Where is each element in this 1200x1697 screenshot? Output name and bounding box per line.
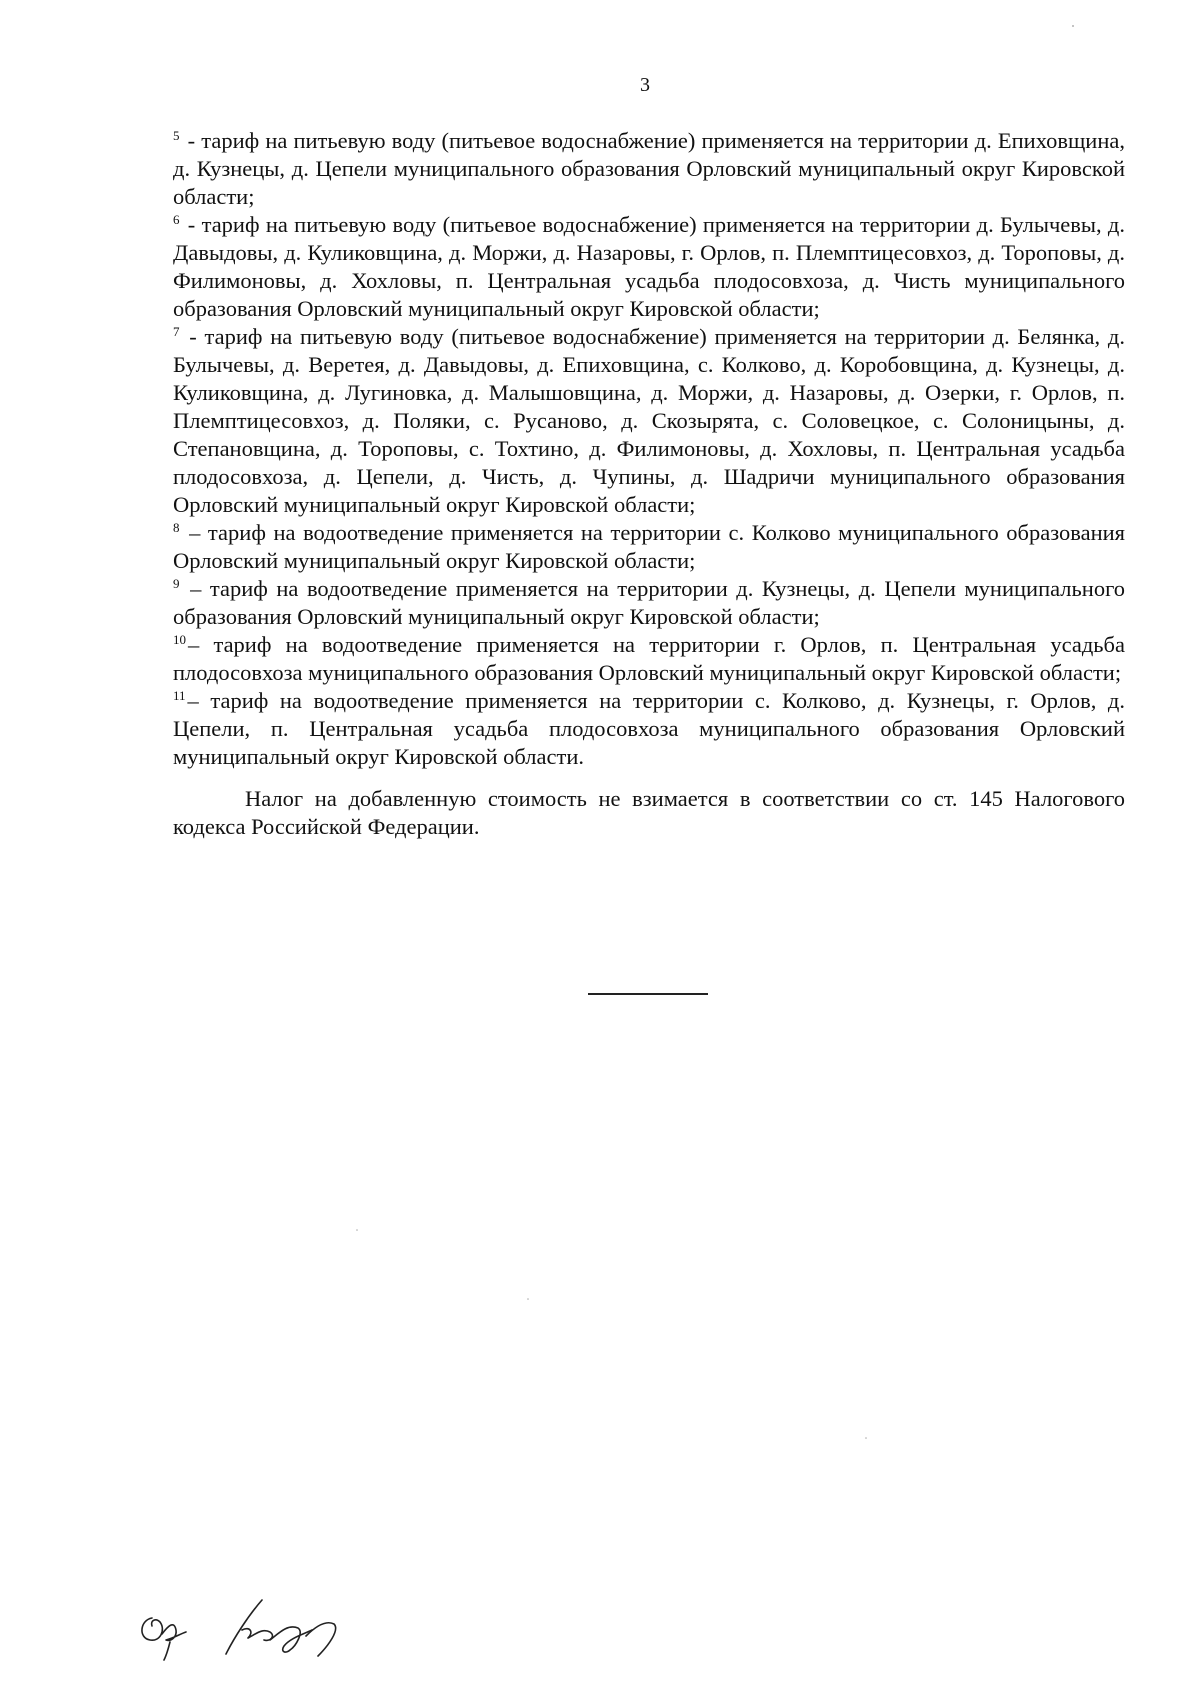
footnote-marker: 11 bbox=[173, 688, 186, 703]
page-number: 3 bbox=[640, 74, 650, 96]
footnote-marker: 9 bbox=[173, 576, 180, 591]
footnote-text: – тариф на водоотведение применяется на территории с. Колково муниципального образования Орловский муниципальный округ Кировской области; bbox=[173, 520, 1125, 573]
footnote-text: - тариф на питьевую воду (питьевое водоснабжение) применяется на территории д. Белянка, д. Булычевы, д. Веретея, д. Давыдовы, д. Епиховщина, с. Колково, д. Коробовщина, д. Кузнецы, д. Куликовщина, д. Лугиновка, д. Малышовщина, д. Моржи, д. Назаровы, д. Озерки, г. Орлов, п. Племптицесовхоз, д. Поляки, с. Русаново, д. Скозырята, с. Соловецкое, с. Солоницыны, д. Степановщина, д. Тороповы, с. Тохтино, д. Филимоновы, д. Хохловы, п. Центральная усадьба плодосовхоза, д. Цепели, д. Чисть, д. Чупины, д. Шадричи муниципального образования Орловский муниципальный округ Кировской области; bbox=[173, 324, 1125, 517]
footnote-marker: 7 bbox=[173, 324, 180, 339]
footnote-marker: 8 bbox=[173, 520, 180, 535]
footnote-text: - тариф на питьевую воду (питьевое водоснабжение) применяется на территории д. Епиховщина, д. Кузнецы, д. Цепели муниципального образования Орловский муниципальный округ Кировской области; bbox=[173, 128, 1126, 209]
footnote-marker: 5 bbox=[173, 128, 180, 143]
footnote-marker: 10 bbox=[173, 632, 186, 647]
footnote-marker: 6 bbox=[173, 212, 180, 227]
footnote-text: - тариф на питьевую воду (питьевое водоснабжение) применяется на территории д. Булычевы, д. Давыдовы, д. Куликовщина, д. Моржи, д. Назаровы, г. Орлов, п. Племптицесовхоз, д. Тороповы, д. Филимоновы, д. Хохловы, п. Центральная усадьба плодосовхоза, д. Чисть муниципального образования Орловский муниципальный округ Кировской области; bbox=[173, 212, 1125, 321]
footnote-text: – тариф на водоотведение применяется на территории с. Колково, д. Кузнецы, г. Орлов, д. Цепели, п. Центральная усадьба плодосовхоза муниципального образования Орловский муниципальный округ Кировской области. bbox=[173, 688, 1125, 769]
footnote-text: – тариф на водоотведение применяется на территории г. Орлов, п. Центральная усадьба плодосовхоза муниципального образования Орловский муниципальный округ Кировской области; bbox=[173, 632, 1125, 685]
footnote-text: – тариф на водоотведение применяется на территории д. Кузнецы, д. Цепели муниципального образования Орловский муниципальный округ Кировской области; bbox=[173, 576, 1126, 629]
vat-note: Налог на добавленную стоимость не взимается в соответствии со ст. 145 Налогового кодекса Российской Федерации. bbox=[173, 786, 1125, 839]
